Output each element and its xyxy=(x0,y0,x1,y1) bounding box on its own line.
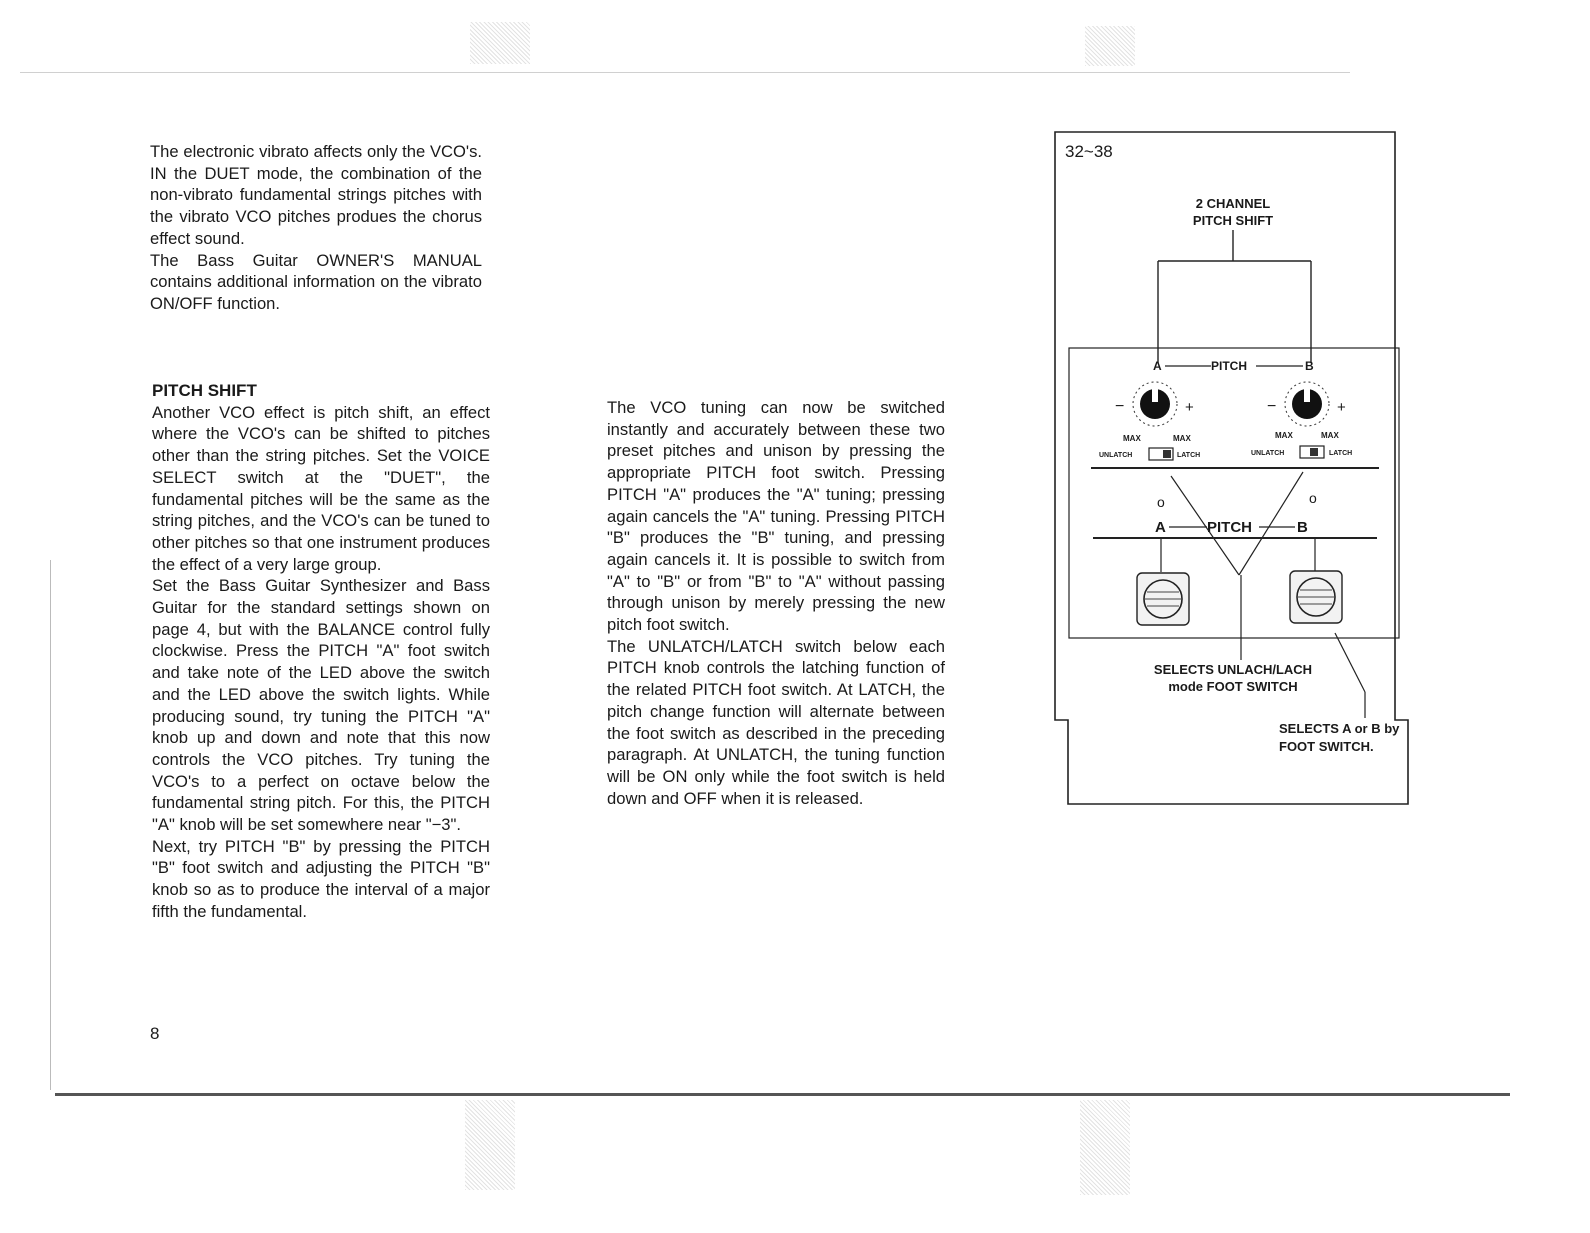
pitch-shift-paragraph-1: Another VCO effect is pitch shift, an effect where the VCO's can be shifted to pitches other than the string pitches. Set the VOICE SELECT switch at the "DUET", the fundamental pitches will be the same as the string pitches, and the VCO's can be tuned to other pitches so that one instrument produces the effect of a very large group. xyxy=(152,402,490,574)
channel-label-2: PITCH SHIFT xyxy=(1192,213,1274,228)
manual-paragraph: The Bass Guitar OWNER'S MANUAL contains additional information on the vibrato ON/OFF function. xyxy=(150,250,482,313)
knob-b-max-right: MAX xyxy=(1321,431,1339,440)
switch-b-unlatch: UNLATCH xyxy=(1251,450,1285,457)
foot-pitch-label: PITCH xyxy=(1207,519,1252,536)
selector-lines xyxy=(1161,472,1315,660)
knob-b-max-left: MAX xyxy=(1275,431,1293,440)
scan-line-top xyxy=(20,72,1350,73)
knob-a-max-left: MAX xyxy=(1123,434,1141,443)
scan-line-left xyxy=(50,560,51,1090)
pitch-shift-heading: PITCH SHIFT xyxy=(152,381,257,400)
knob-b-minus: − xyxy=(1267,398,1277,415)
latch-switch-a-thumb xyxy=(1163,450,1171,458)
pitch-shift-paragraph-3: Next, try PITCH "B" by pressing the PITCH "B" foot switch and adjusting the PITCH "B" knob so as to produce the interval of a major fifth the fundamental. xyxy=(152,836,490,921)
panel-a-label: A xyxy=(1153,359,1162,373)
pitch-b-knob[interactable] xyxy=(1285,382,1329,426)
tuning-paragraph: The VCO tuning can now be switched instantly and accurately between these two preset pitches and unison by pressing the appropriate PITCH foot switch. Pressing PITCH "A" produces the "A" tuning; pressing again cancels the "A" tuning. Pressing PITCH "B" produces the "B" tuning, and pressing again cancels it. It is possible to switch from "A" to "B" or from "B" to "A" without passing through unison by merely pressing the new pitch foot switch. xyxy=(607,398,945,635)
scan-dots-3 xyxy=(465,1100,515,1190)
unit-panel xyxy=(1069,348,1399,638)
switch-a-latch: LATCH xyxy=(1177,452,1201,459)
latch-paragraph: The UNLATCH/LATCH switch below each PITCH knob controls the latching function of the related PITCH foot switch. At LATCH, the pitch change function will alternate between the foot switch as described in the preceding paragraph. At UNLATCH, the tuning function will be ON only while the foot switch is held down and OFF when it is released. xyxy=(607,636,945,808)
knob-b-plus: + xyxy=(1337,399,1346,416)
vibrato-paragraph: The electronic vibrato affects only the VCO's. IN the DUET mode, the combination of the non-vibrato fundamental strings pitches with the vibrato VCO pitches produes the chorus effect sound. xyxy=(150,142,482,248)
panel-pitch-label: PITCH xyxy=(1211,359,1247,373)
signal-lines xyxy=(1158,230,1311,363)
switch-a-unlatch: UNLATCH xyxy=(1099,452,1133,459)
figure-ref: 32~38 xyxy=(1065,142,1113,161)
knob-a-minus: − xyxy=(1115,398,1125,415)
led-b: o xyxy=(1309,490,1317,506)
callout-select-line-2: FOOT SWITCH. xyxy=(1279,739,1374,754)
switch-b-latch: LATCH xyxy=(1329,450,1353,457)
column-2 xyxy=(607,397,945,809)
callout-latch-line-2: mode FOOT SWITCH xyxy=(1168,679,1298,694)
foot-switch-b[interactable] xyxy=(1290,571,1342,623)
foot-a-label: A xyxy=(1155,519,1166,536)
led-a: o xyxy=(1157,494,1165,510)
pitch-shift-section xyxy=(152,380,490,923)
callout-latch-line-1: SELECTS UNLACH/LACH xyxy=(1153,662,1313,677)
scan-dots-1 xyxy=(470,22,530,64)
callout-select-leader xyxy=(1335,633,1365,692)
foot-switch-a[interactable] xyxy=(1137,573,1189,625)
foot-b-label: B xyxy=(1297,519,1308,536)
pitch-shift-figure xyxy=(1053,130,1409,806)
pitch-shift-diagram xyxy=(1053,130,1409,806)
knob-a-plus: + xyxy=(1185,399,1194,416)
page-number: 8 xyxy=(150,1024,160,1043)
channel-label-1: 2 CHANNEL xyxy=(1195,196,1271,211)
scan-line-bottom xyxy=(55,1093,1510,1096)
column-1-intro xyxy=(150,141,482,315)
scan-dots-2 xyxy=(1085,26,1135,66)
knob-a-max-right: MAX xyxy=(1173,434,1191,443)
scan-dots-4 xyxy=(1080,1100,1130,1195)
callout-select-line-1: SELECTS A or B by xyxy=(1279,721,1400,736)
pitch-a-knob[interactable] xyxy=(1133,382,1177,426)
latch-switch-b-thumb xyxy=(1310,448,1318,456)
pitch-shift-paragraph-2: Set the Bass Guitar Synthesizer and Bass Guitar for the standard settings shown on page 4, but with the BALANCE control fully clockwise. Press the PITCH "A" foot switch and take note of the LED above the switch and the LED above the switch lights. While producing sound, try tuning the PITCH "A" knob up and down and note that this now controls the VCO pitches. Try tuning the VCO's to a perfect on octave below the fundamental string pitch. For this, the PITCH "A" knob will be set somewhere near "−3". xyxy=(152,576,490,835)
panel-b-label: B xyxy=(1305,359,1314,373)
